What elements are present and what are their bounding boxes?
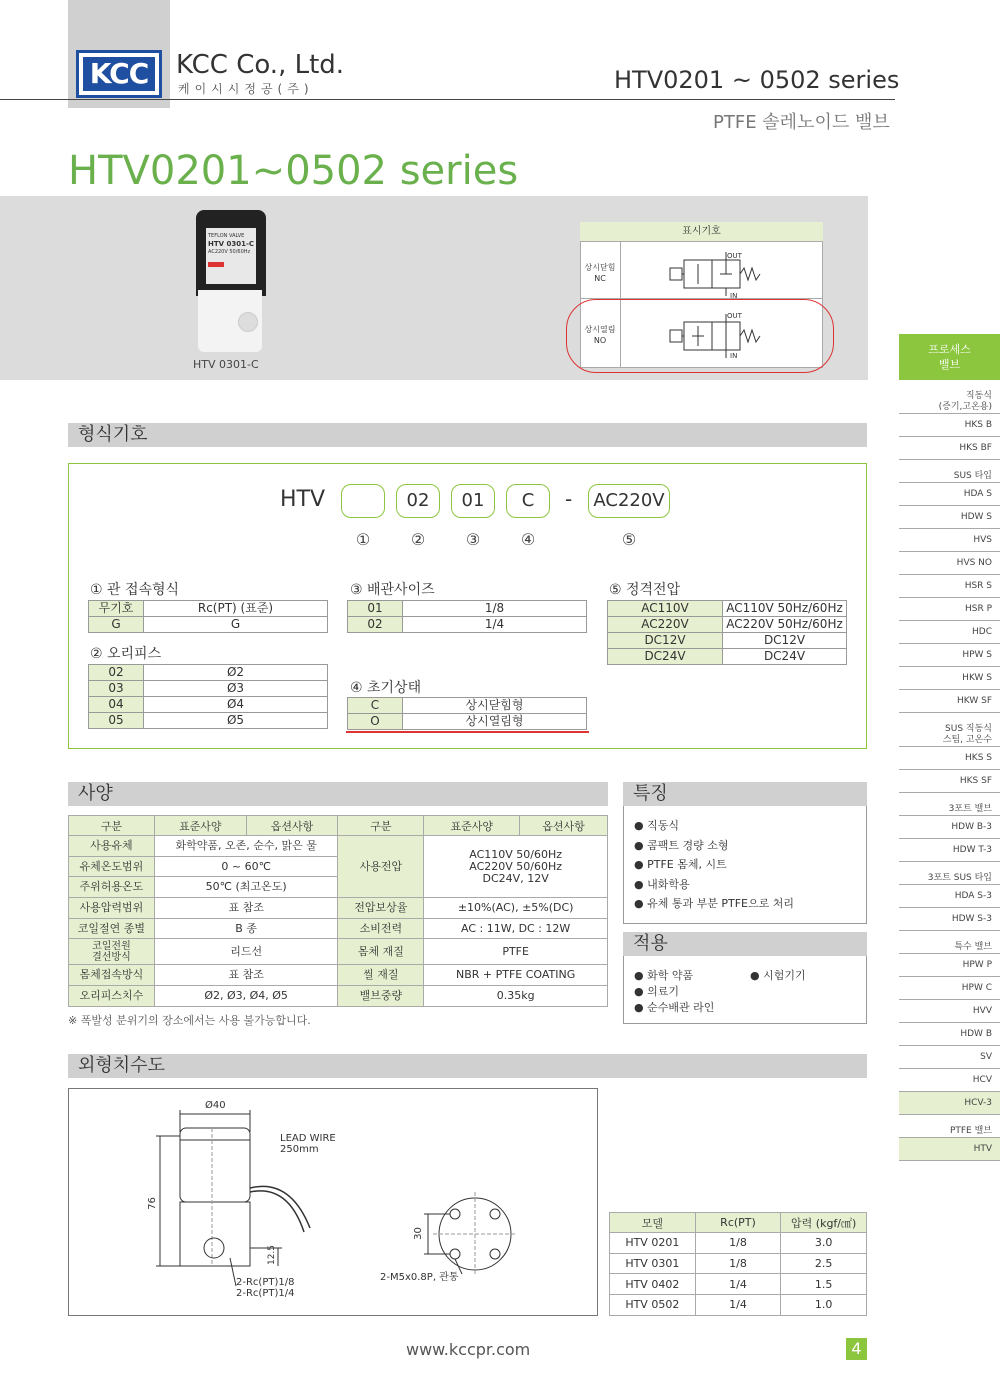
- t1-title: ① 관 접속형식: [90, 582, 180, 598]
- feature-item: ● 내화학용: [634, 877, 690, 891]
- pressure-cell: HTV 0502: [610, 1295, 696, 1316]
- sidebar-item-hcv-3[interactable]: HCV-3: [899, 1092, 1000, 1115]
- pressure-row: [610, 1233, 867, 1254]
- spec-value: 50℃ (최고온도): [154, 877, 338, 898]
- code-cell: 02: [348, 617, 403, 633]
- spec-label: 씰 재질: [338, 965, 424, 986]
- applications-title: 적용: [623, 932, 867, 956]
- sidebar-item-hda-s-3[interactable]: HDA S-3: [899, 885, 1000, 908]
- code-cell: 04: [89, 697, 144, 713]
- sidebar-item-hks-sf[interactable]: HKS SF: [899, 770, 1000, 793]
- sidebar-category: 3포트 밸브: [899, 793, 1000, 816]
- sidebar-item-htv[interactable]: HTV: [899, 1138, 1000, 1161]
- spec-label: 코일전원 결선방식: [69, 939, 155, 965]
- spec-label: 유체온도범위: [69, 856, 155, 877]
- app-item-3-text: 의료기: [647, 985, 679, 998]
- series-title: HTV0201 ~ 0502 series: [614, 66, 900, 94]
- num-2: ②: [410, 530, 426, 549]
- sidebar-item-hkw-s[interactable]: HKW S: [899, 667, 1000, 690]
- app-item-4: ● 순수배관 라인: [634, 1001, 715, 1014]
- num-5: ⑤: [621, 530, 637, 549]
- feature-item: ● PTFE 몸체, 시트: [634, 858, 727, 871]
- sidebar-item-hdw-t-3[interactable]: HDW T-3: [899, 839, 1000, 862]
- spec-label: 밸브중량: [338, 986, 424, 1007]
- sidebar-item-hdw-s-3[interactable]: HDW S-3: [899, 908, 1000, 931]
- dim-lead-wire: LEAD WIRE 250mm: [280, 1133, 336, 1155]
- code-row: [89, 665, 328, 681]
- spec-head-5: 표준사양: [424, 816, 520, 836]
- spec-head-3: 옵션사항: [246, 816, 338, 836]
- connection-type-table: [88, 600, 328, 633]
- code-row: [89, 617, 328, 633]
- arrow-icon: [208, 262, 224, 267]
- num-1: ①: [355, 530, 371, 549]
- logo-text: KCC: [83, 57, 155, 91]
- pt-head-pressure: 압력 (kgf/㎠): [781, 1213, 867, 1233]
- pt-head-model: 모델: [610, 1213, 696, 1233]
- code-cell: Ø4: [144, 697, 328, 713]
- symbol-label-nc: [580, 262, 620, 284]
- valve-coil-image: [196, 210, 266, 296]
- spec-label: 몸체 재질: [338, 939, 424, 965]
- pipe-size-table: [347, 600, 587, 633]
- symbol-label-nc-kr: 상시닫힘: [584, 263, 616, 272]
- spec-value: PTFE: [424, 939, 608, 965]
- sidebar-item-hsr-s[interactable]: HSR S: [899, 575, 1000, 598]
- sidebar-item-hcv[interactable]: HCV: [899, 1069, 1000, 1092]
- code-row: [608, 633, 847, 649]
- code-row: [608, 617, 847, 633]
- spec-label: 주위허용온도: [69, 877, 155, 898]
- app-item-3: ● 의료기: [634, 985, 679, 998]
- spec-label: 오리피스치수: [69, 986, 155, 1007]
- code-cell: C: [348, 698, 403, 714]
- code-row: [89, 601, 328, 617]
- sidebar-item-hvs-no[interactable]: HVS NO: [899, 552, 1000, 575]
- product-image-label: HTV 0301-C: [193, 358, 259, 371]
- pressure-cell: 3.0: [781, 1233, 867, 1254]
- spec-value: AC : 11W, DC : 12W: [424, 918, 608, 939]
- dim-height: 76: [146, 1197, 158, 1210]
- num-4: ④: [520, 530, 536, 549]
- sidebar-item-hvs[interactable]: HVS: [899, 529, 1000, 552]
- symbol-label-no-kr: 상시열림: [584, 325, 616, 334]
- code-cell: 1/8: [403, 601, 587, 617]
- sidebar-item-hpw-c[interactable]: HPW C: [899, 977, 1000, 1000]
- page-number: 4: [846, 1338, 867, 1360]
- series-subtitle: PTFE 솔레노이드 밸브: [713, 112, 890, 133]
- port-hole: [238, 312, 258, 332]
- feature-item: ● 직동식: [634, 819, 679, 832]
- t5-title: ⑤ 정격전압: [609, 582, 681, 598]
- code-row: [608, 601, 847, 617]
- footer-url[interactable]: www.kccpr.com: [406, 1340, 531, 1359]
- kcc-logo: [76, 50, 162, 98]
- spec-value: NBR + PTFE COATING: [424, 965, 608, 986]
- dim-port-height: 12.5: [267, 1244, 278, 1266]
- app-item-2-text: 시험기기: [763, 969, 806, 982]
- spec-value: 표 참조: [154, 898, 338, 919]
- code-cell: Rc(PT) (표준): [144, 601, 328, 617]
- pill-voltage: AC220V: [588, 484, 670, 518]
- features-title: 특징: [623, 782, 867, 806]
- code-row: [608, 649, 847, 665]
- pill-pipe-size: 01: [451, 484, 495, 518]
- num-3: ③: [465, 530, 481, 549]
- spec-table: [68, 815, 608, 1007]
- code-cell: 02: [89, 665, 144, 681]
- app-item-1-text: 화학 약품: [647, 969, 694, 982]
- dim-diameter: Ø40: [205, 1100, 226, 1111]
- code-cell: Ø3: [144, 681, 328, 697]
- code-cell: DC24V: [608, 649, 723, 665]
- feature-item-text: 유체 통과 부분 PTFE으로 처리: [647, 897, 794, 910]
- app-item-1: ● 화학 약품: [634, 969, 694, 982]
- sidebar-item-hdc[interactable]: HDC: [899, 621, 1000, 644]
- spec-head-1: 구분: [69, 816, 155, 836]
- section-spec: 사양: [68, 782, 608, 806]
- initial-state-table: [347, 697, 587, 730]
- sidebar-item-hpw-p[interactable]: HPW P: [899, 954, 1000, 977]
- code-cell: AC110V: [608, 601, 723, 617]
- spec-value: 리드선: [154, 939, 338, 965]
- pressure-cell: HTV 0301: [610, 1253, 696, 1274]
- pt-head-rc: Rc(PT): [695, 1213, 781, 1233]
- feature-item-text: 직동식: [647, 819, 679, 832]
- t4-title: ④ 초기상태: [350, 680, 422, 696]
- sidebar-item-hpw-s[interactable]: HPW S: [899, 644, 1000, 667]
- sidebar-category: PTFE 밸브: [899, 1115, 1000, 1138]
- spec-head-4: 구분: [338, 816, 424, 836]
- sidebar-item-hkw-sf[interactable]: HKW SF: [899, 690, 1000, 713]
- no-highlight-oval: [566, 299, 834, 373]
- features-list: [634, 816, 794, 914]
- sidebar-item-hvv[interactable]: HVV: [899, 1000, 1000, 1023]
- no-out-label: OUT: [727, 312, 742, 320]
- feature-item: ● 유체 통과 부분 PTFE으로 처리: [634, 897, 794, 910]
- sidebar-item-hdw-b[interactable]: HDW B: [899, 1023, 1000, 1046]
- pill-initial-state: C: [506, 484, 550, 518]
- feature-item-text: PTFE 몸체, 시트: [647, 858, 727, 871]
- spec-label: 소비전력: [338, 918, 424, 939]
- feature-item-text: 내화학용: [647, 877, 690, 891]
- valve-print-1: TEFLON VALVE: [208, 233, 245, 239]
- dim-bolt-spacing: 30: [412, 1227, 424, 1240]
- sidebar-category: SUS 타입: [899, 460, 1000, 483]
- code-cell: Ø2: [144, 665, 328, 681]
- pressure-cell: HTV 0201: [610, 1233, 696, 1254]
- code-row: [89, 697, 328, 713]
- sidebar-item-sv[interactable]: SV: [899, 1046, 1000, 1069]
- sidebar-category: SUS 직동식 스팀, 고온수: [899, 713, 1000, 747]
- pressure-cell: 1/4: [695, 1274, 781, 1295]
- sidebar-category: 3포트 SUS 타입: [899, 862, 1000, 885]
- code-row: [348, 698, 587, 714]
- valve-print-3: AC220V 50/60Hz: [208, 249, 251, 255]
- voltage-table: [607, 600, 847, 665]
- app-item-2: ● 시험기기: [750, 969, 806, 982]
- pressure-cell: 2.5: [781, 1253, 867, 1274]
- code-cell: AC220V: [608, 617, 723, 633]
- code-cell: DC24V: [723, 649, 847, 665]
- nc-valve-symbol: [660, 248, 780, 300]
- pressure-table: [609, 1212, 867, 1316]
- code-cell: O: [348, 714, 403, 730]
- code-cell: 1/4: [403, 617, 587, 633]
- code-row: [89, 713, 328, 729]
- code-cell: G: [89, 617, 144, 633]
- pressure-cell: 1/8: [695, 1253, 781, 1274]
- spec-label: 전압보상율: [338, 898, 424, 919]
- pressure-cell: 1.5: [781, 1274, 867, 1295]
- pressure-row: [610, 1253, 867, 1274]
- code-cell: Ø5: [144, 713, 328, 729]
- spec-label: 코일절연 종별: [69, 918, 155, 939]
- header-divider: [0, 99, 895, 100]
- sidebar-item-hdw-s[interactable]: HDW S: [899, 506, 1000, 529]
- sidebar-item-hdw-b-3[interactable]: HDW B-3: [899, 816, 1000, 839]
- pill-orifice: 02: [396, 484, 440, 518]
- section-dimensions: 외형치수도: [68, 1054, 867, 1078]
- valve-sticker: [206, 228, 256, 284]
- nc-out-label: OUT: [727, 252, 742, 260]
- spec-head-6: 옵션사항: [520, 816, 608, 836]
- spec-value: ±10%(AC), ±5%(DC): [424, 898, 608, 919]
- page-title: HTV0201~0502 series: [68, 148, 519, 194]
- t2-title: ② 오리피스: [90, 646, 162, 662]
- nc-in-label: IN: [730, 292, 738, 300]
- t3-title: ③ 배관사이즈: [350, 582, 435, 598]
- code-cell: 상시닫힘형: [403, 698, 587, 714]
- pressure-cell: 1/8: [695, 1233, 781, 1254]
- spec-label: 사용유체: [69, 836, 155, 857]
- red-underline: [346, 731, 589, 733]
- model-prefix: HTV: [280, 487, 326, 512]
- spec-head-2: 표준사양: [154, 816, 246, 836]
- pressure-row: [610, 1295, 867, 1316]
- dim-screw: 2-M5x0.8P, 관통: [380, 1272, 459, 1283]
- sidebar-item-hks-s[interactable]: HKS S: [899, 747, 1000, 770]
- code-cell: AC110V 50Hz/60Hz: [723, 601, 847, 617]
- spec-value: AC110V 50/60Hz AC220V 50/60Hz DC24V, 12V: [424, 836, 608, 898]
- pill-connection: [341, 484, 385, 518]
- dim-port-size: 2-Rc(PT)1/8 2-Rc(PT)1/4: [236, 1277, 295, 1299]
- code-cell: AC220V 50Hz/60Hz: [723, 617, 847, 633]
- code-row: [348, 601, 587, 617]
- symbol-table-header: 표시기호: [580, 222, 823, 242]
- spec-label: 사용압력범위: [69, 898, 155, 919]
- spec-value: Ø2, Ø3, Ø4, Ø5: [154, 986, 338, 1007]
- sidebar-item-hsr-p[interactable]: HSR P: [899, 598, 1000, 621]
- code-cell: DC12V: [723, 633, 847, 649]
- company-korean: 케이시시정공(주): [178, 82, 314, 96]
- pressure-cell: 1.0: [781, 1295, 867, 1316]
- code-cell: DC12V: [608, 633, 723, 649]
- spec-value: B 종: [154, 918, 338, 939]
- no-in-label: IN: [730, 352, 738, 360]
- code-cell: G: [144, 617, 328, 633]
- series-sidebar: [899, 334, 1000, 1161]
- code-cell: 상시열림형: [403, 714, 587, 730]
- code-cell: 01: [348, 601, 403, 617]
- sidebar-item-hda-s[interactable]: HDA S: [899, 483, 1000, 506]
- symbol-label-nc-en: NC: [594, 274, 606, 283]
- spec-value: 화학약품, 오존, 순수, 맑은 물: [154, 836, 338, 857]
- sidebar-header[interactable]: 프로세스 밸브: [899, 334, 1000, 380]
- company-name: KCC Co., Ltd.: [176, 50, 345, 80]
- spec-value: 표 참조: [154, 965, 338, 986]
- spec-value: 0.35kg: [424, 986, 608, 1007]
- model-dash: -: [565, 487, 573, 511]
- sidebar-item-hks-b[interactable]: HKS B: [899, 414, 1000, 437]
- app-item-4-text: 순수배관 라인: [647, 1001, 715, 1014]
- spec-label: 사용전압: [338, 836, 424, 898]
- code-cell: 무기호: [89, 601, 144, 617]
- symbol-label-no-en: NO: [593, 336, 607, 345]
- section-model-code: 형식기호: [68, 423, 867, 447]
- code-row: [89, 681, 328, 697]
- feature-item: ● 콤팩트 경량 소형: [634, 838, 729, 852]
- pressure-cell: 1/4: [695, 1295, 781, 1316]
- code-cell: 03: [89, 681, 144, 697]
- sidebar-category: 특수 밸브: [899, 931, 1000, 954]
- code-cell: 05: [89, 713, 144, 729]
- code-row: [348, 617, 587, 633]
- pressure-row: [610, 1274, 867, 1295]
- spec-note: ※ 폭발성 분위기의 장소에서는 사용 불가능합니다.: [68, 1014, 311, 1027]
- sidebar-item-hks-bf[interactable]: HKS BF: [899, 437, 1000, 460]
- valve-print-2: HTV 0301-C: [208, 240, 255, 248]
- spec-label: 몸체접속방식: [69, 965, 155, 986]
- feature-item-text: 콤팩트 경량 소형: [647, 838, 729, 852]
- pressure-cell: HTV 0402: [610, 1274, 696, 1295]
- valve-body-image: [198, 290, 262, 352]
- code-row: [348, 714, 587, 730]
- spec-value: 0 ~ 60℃: [154, 856, 338, 877]
- orifice-table: [88, 664, 328, 729]
- sidebar-category: 직동식 (증기,고온용): [899, 380, 1000, 414]
